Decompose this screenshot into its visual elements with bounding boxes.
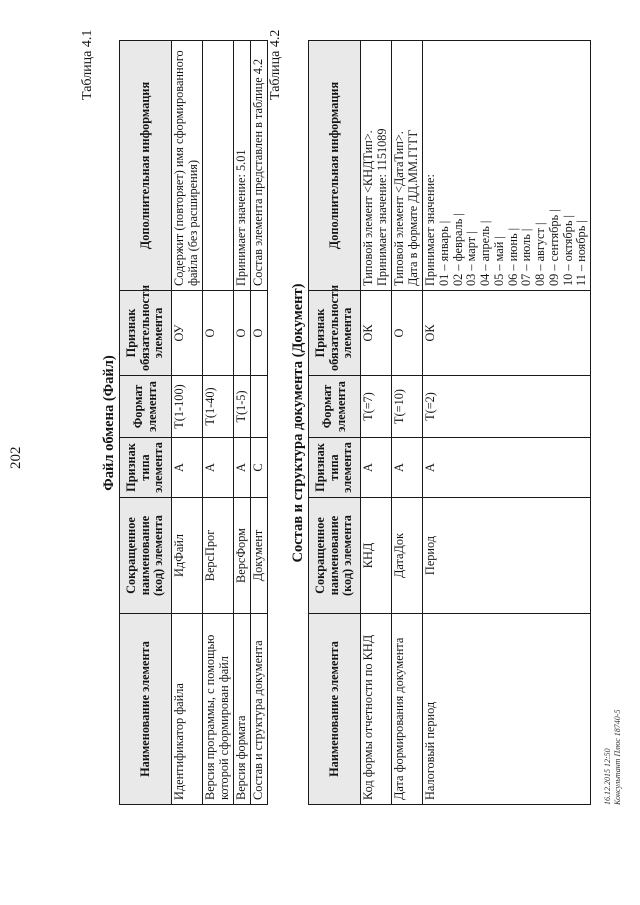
table2-header-cell: Признак обязательности элемента bbox=[309, 291, 361, 376]
info-line: 04 – апрель | bbox=[478, 220, 493, 286]
table-row bbox=[361, 41, 392, 805]
footer-line: 16.12.2015 12:50 bbox=[603, 748, 612, 805]
table1-header-cell: Наименование элемента bbox=[120, 614, 172, 805]
table-cell bbox=[361, 41, 392, 291]
table-cell: О bbox=[392, 291, 423, 376]
footer-line: Консультант Плюс 18740-5 bbox=[612, 709, 622, 805]
table-document-structure bbox=[308, 40, 591, 805]
table-cell: Принимает значение: 5.01 bbox=[234, 41, 251, 291]
info-line: 09 – сентябрь | bbox=[546, 209, 561, 286]
table-cell: Т(1-100) bbox=[172, 376, 203, 438]
table-cell: Состав элемента представлен в таблице 4.2 bbox=[250, 41, 267, 291]
table2-header-cell: Дополнительная информация bbox=[309, 41, 361, 291]
table-cell: Т(=10) bbox=[392, 376, 423, 438]
table2-header-row bbox=[309, 41, 361, 805]
table-cell: А bbox=[361, 438, 392, 498]
table-row bbox=[423, 41, 591, 805]
page-number: 202 bbox=[8, 446, 24, 469]
table-cell: Идентификатор файла bbox=[172, 614, 203, 805]
table-cell: Дата формирования документа bbox=[392, 614, 423, 805]
info-line: 05 – май | bbox=[491, 236, 506, 286]
table1-title: Файл обмена (Файл) bbox=[101, 355, 117, 491]
table-cell: А bbox=[392, 438, 423, 498]
table-cell: Т(=2) bbox=[423, 376, 591, 438]
table-cell: А bbox=[172, 438, 203, 498]
info-line: 10 – октябрь | bbox=[560, 215, 575, 286]
table-cell: ОК bbox=[423, 291, 591, 376]
table1-header-cell: Дополнительная информация bbox=[120, 41, 172, 291]
table-cell: Т(1-5) bbox=[234, 376, 251, 438]
table-row bbox=[203, 41, 234, 805]
table-cell: С bbox=[250, 438, 267, 498]
table2-header-cell: Формат элемента bbox=[309, 376, 361, 438]
table-cell: А bbox=[234, 438, 251, 498]
table-cell: ОК bbox=[361, 291, 392, 376]
table-cell: Документ bbox=[250, 498, 267, 614]
table-cell: О bbox=[250, 291, 267, 376]
table-cell: Код формы отчетности по КНД bbox=[361, 614, 392, 805]
info-line: 07 – июль | bbox=[519, 228, 534, 286]
table2-header-cell: Наименование элемента bbox=[309, 614, 361, 805]
table1-label: Таблица 4.1 bbox=[80, 29, 95, 100]
table-cell: Содержит (повторяет) имя сформированного файла (без расширения) bbox=[172, 41, 203, 291]
table2-label: Таблица 4.2 bbox=[268, 29, 283, 100]
info-line: Дата в формате ДД.ММ.ГГГГ bbox=[405, 129, 420, 286]
table-cell: А bbox=[423, 438, 591, 498]
info-line: Типовой элемент <КНДТип>. bbox=[361, 130, 375, 286]
info-line: 11 – ноябрь | bbox=[574, 220, 589, 286]
table-cell bbox=[203, 41, 234, 291]
info-line: 06 – июнь | bbox=[505, 227, 520, 286]
table-cell: Т(=7) bbox=[361, 376, 392, 438]
table1-header-cell: Признак типа элемента bbox=[120, 438, 172, 498]
info-line: Принимает значение: 1151089 bbox=[374, 128, 389, 286]
table-cell: Налоговый период bbox=[423, 614, 591, 805]
table-cell: Версия программы, с помощью которой сформирован файл bbox=[203, 614, 234, 805]
info-line: Принимает значение: bbox=[423, 174, 437, 286]
info-line: Типовой элемент <ДатаТип>. bbox=[392, 131, 406, 286]
table-row bbox=[234, 41, 251, 805]
table-cell: Версия формата bbox=[234, 614, 251, 805]
table-cell bbox=[250, 376, 267, 438]
table-cell: ВерсФорм bbox=[234, 498, 251, 614]
table-cell: КНД bbox=[361, 498, 392, 614]
info-line: 02 – февраль | bbox=[450, 213, 465, 286]
table1-header-cell: Формат элемента bbox=[120, 376, 172, 438]
table-cell bbox=[423, 41, 591, 291]
info-line: 08 – август | bbox=[533, 222, 548, 286]
table-row bbox=[250, 41, 267, 805]
table-cell: ВерсПрог bbox=[203, 498, 234, 614]
footer-stamp bbox=[603, 710, 622, 805]
table-cell: ДатаДок bbox=[392, 498, 423, 614]
table-cell: ИдФайл bbox=[172, 498, 203, 614]
table2-header-cell: Признак типа элемента bbox=[309, 438, 361, 498]
table2-header-cell: Сокращенное наименование (код) элемента bbox=[309, 498, 361, 614]
table-cell: О bbox=[203, 291, 234, 376]
table-row bbox=[392, 41, 423, 805]
table-cell: О bbox=[234, 291, 251, 376]
info-line: 01 – январь | bbox=[436, 220, 451, 286]
table2-title: Состав и структура документа (Документ) bbox=[290, 283, 306, 563]
table1-header-cell: Признак обязательности элемента bbox=[120, 291, 172, 376]
table-file-exchange bbox=[119, 40, 268, 805]
table-cell: Состав и структура документа bbox=[250, 614, 267, 805]
table-row bbox=[172, 41, 203, 805]
table1-header-row bbox=[120, 41, 172, 805]
table-cell: Период bbox=[423, 498, 591, 614]
table-cell bbox=[392, 41, 423, 291]
table-cell: ОУ bbox=[172, 291, 203, 376]
table1-header-cell: Сокращенное наименование (код) элемента bbox=[120, 498, 172, 614]
table-cell: Т(1-40) bbox=[203, 376, 234, 438]
info-line: 03 – март | bbox=[464, 231, 479, 286]
table-cell: А bbox=[203, 438, 234, 498]
